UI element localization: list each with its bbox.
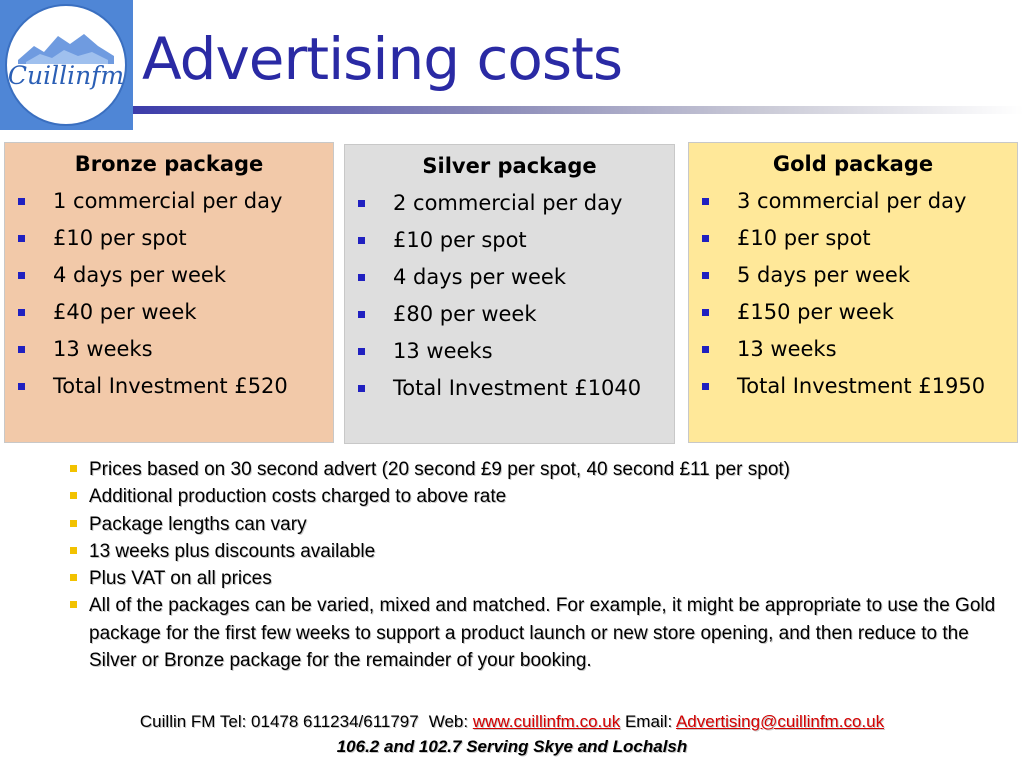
email-label: Email: <box>624 712 673 731</box>
note-item <box>70 592 1010 674</box>
note-text: 13 weeks plus discounts available <box>89 540 376 562</box>
notes-list <box>70 456 1010 674</box>
footer <box>0 709 1024 759</box>
package-item-text: 4 days per week <box>393 265 567 289</box>
package-item-text: Total Investment £1950 <box>737 374 986 398</box>
list-item <box>345 296 674 333</box>
square-bullet-icon <box>702 272 709 279</box>
package-title: Gold package <box>772 152 934 176</box>
list-item <box>5 220 333 257</box>
package-item-text: Total Investment £1040 <box>393 376 642 400</box>
square-bullet-icon <box>18 309 25 316</box>
title-divider <box>133 106 1024 114</box>
package-item-text: £10 per spot <box>393 228 527 252</box>
package-item-text: £10 per spot <box>53 226 187 250</box>
logo-graphic <box>0 0 133 130</box>
list-item <box>689 183 1017 220</box>
package-item-text: 2 commercial per day <box>393 191 623 215</box>
square-bullet-icon <box>18 235 25 242</box>
note-text: Prices based on 30 second advert (20 second £9 per spot, 40 second £11 per spot) <box>89 459 790 480</box>
page-title: Advertising costs <box>142 25 623 93</box>
package-title: Silver package <box>422 154 597 178</box>
package-item-text: £80 per week <box>393 302 537 326</box>
list-item <box>689 257 1017 294</box>
package-item-text: 1 commercial per day <box>53 189 283 213</box>
square-bullet-icon <box>358 237 365 244</box>
square-bullet-icon <box>702 309 709 316</box>
square-bullet-icon <box>70 574 77 581</box>
logo-wordmark: Cuillinfm <box>7 61 125 90</box>
package-items <box>5 183 333 405</box>
square-bullet-icon <box>358 200 365 207</box>
pricing-notes <box>70 456 1010 674</box>
square-bullet-icon <box>702 198 709 205</box>
package-item-text: £150 per week <box>737 300 894 324</box>
list-item <box>689 331 1017 368</box>
square-bullet-icon <box>18 198 25 205</box>
footer-tagline: 106.2 and 102.7 Serving Skye and Lochalsh <box>336 737 688 756</box>
package-items <box>689 183 1017 405</box>
list-item <box>5 257 333 294</box>
square-bullet-icon <box>358 385 365 392</box>
square-bullet-icon <box>702 235 709 242</box>
list-item <box>5 368 333 405</box>
square-bullet-icon <box>358 311 365 318</box>
square-bullet-icon <box>18 383 25 390</box>
list-item <box>5 183 333 220</box>
package-item-text: 13 weeks <box>393 339 493 363</box>
package-item-text: £40 per week <box>53 300 197 324</box>
bronze-package-panel <box>4 142 334 443</box>
list-item <box>689 294 1017 331</box>
list-item <box>345 370 674 407</box>
web-label: Web: <box>428 712 469 731</box>
square-bullet-icon <box>358 274 365 281</box>
square-bullet-icon <box>18 346 25 353</box>
package-item-text: 3 commercial per day <box>737 189 967 213</box>
note-item <box>70 565 1010 592</box>
list-item <box>689 220 1017 257</box>
square-bullet-icon <box>702 346 709 353</box>
note-item <box>70 511 1010 538</box>
package-item-text: £10 per spot <box>737 226 871 250</box>
list-item <box>345 185 674 222</box>
list-item <box>345 222 674 259</box>
square-bullet-icon <box>70 601 77 608</box>
list-item <box>345 259 674 296</box>
gold-package-panel <box>688 142 1018 443</box>
square-bullet-icon <box>702 383 709 390</box>
footer-contact-line <box>0 709 1024 734</box>
package-item-text: Total Investment £520 <box>53 374 288 398</box>
package-item-text: 5 days per week <box>737 263 911 287</box>
email-link[interactable]: Advertising@cuillinfm.co.uk <box>675 712 885 731</box>
square-bullet-icon <box>70 492 77 499</box>
website-link[interactable]: www.cuillinfm.co.uk <box>472 712 621 731</box>
cuillin-fm-logo <box>0 0 133 130</box>
square-bullet-icon <box>70 465 77 472</box>
package-items <box>345 185 674 407</box>
list-item <box>5 331 333 368</box>
square-bullet-icon <box>70 547 77 554</box>
package-item-text: 13 weeks <box>737 337 837 361</box>
note-text: All of the packages can be varied, mixed and matched. For example, it might be appropriate to use the Gold package for the first few weeks to support a product launch or new store opening, and then reduce to the Silver or Bronze package for the remainder of your booking. <box>89 595 996 672</box>
square-bullet-icon <box>70 520 77 527</box>
list-item <box>689 368 1017 405</box>
note-item <box>70 483 1010 510</box>
package-title: Bronze package <box>74 152 264 176</box>
package-item-text: 13 weeks <box>53 337 153 361</box>
contact-text: Cuillin FM Tel: 01478 611234/611797 <box>139 712 419 731</box>
silver-package-panel <box>344 144 675 444</box>
note-item <box>70 456 1010 483</box>
list-item <box>345 333 674 370</box>
square-bullet-icon <box>358 348 365 355</box>
list-item <box>5 294 333 331</box>
note-item <box>70 538 1010 565</box>
note-text: Plus VAT on all prices <box>89 568 272 590</box>
square-bullet-icon <box>18 272 25 279</box>
note-text: Package lengths can vary <box>89 513 307 535</box>
note-text: Additional production costs charged to above rate <box>89 486 507 508</box>
package-item-text: 4 days per week <box>53 263 227 287</box>
